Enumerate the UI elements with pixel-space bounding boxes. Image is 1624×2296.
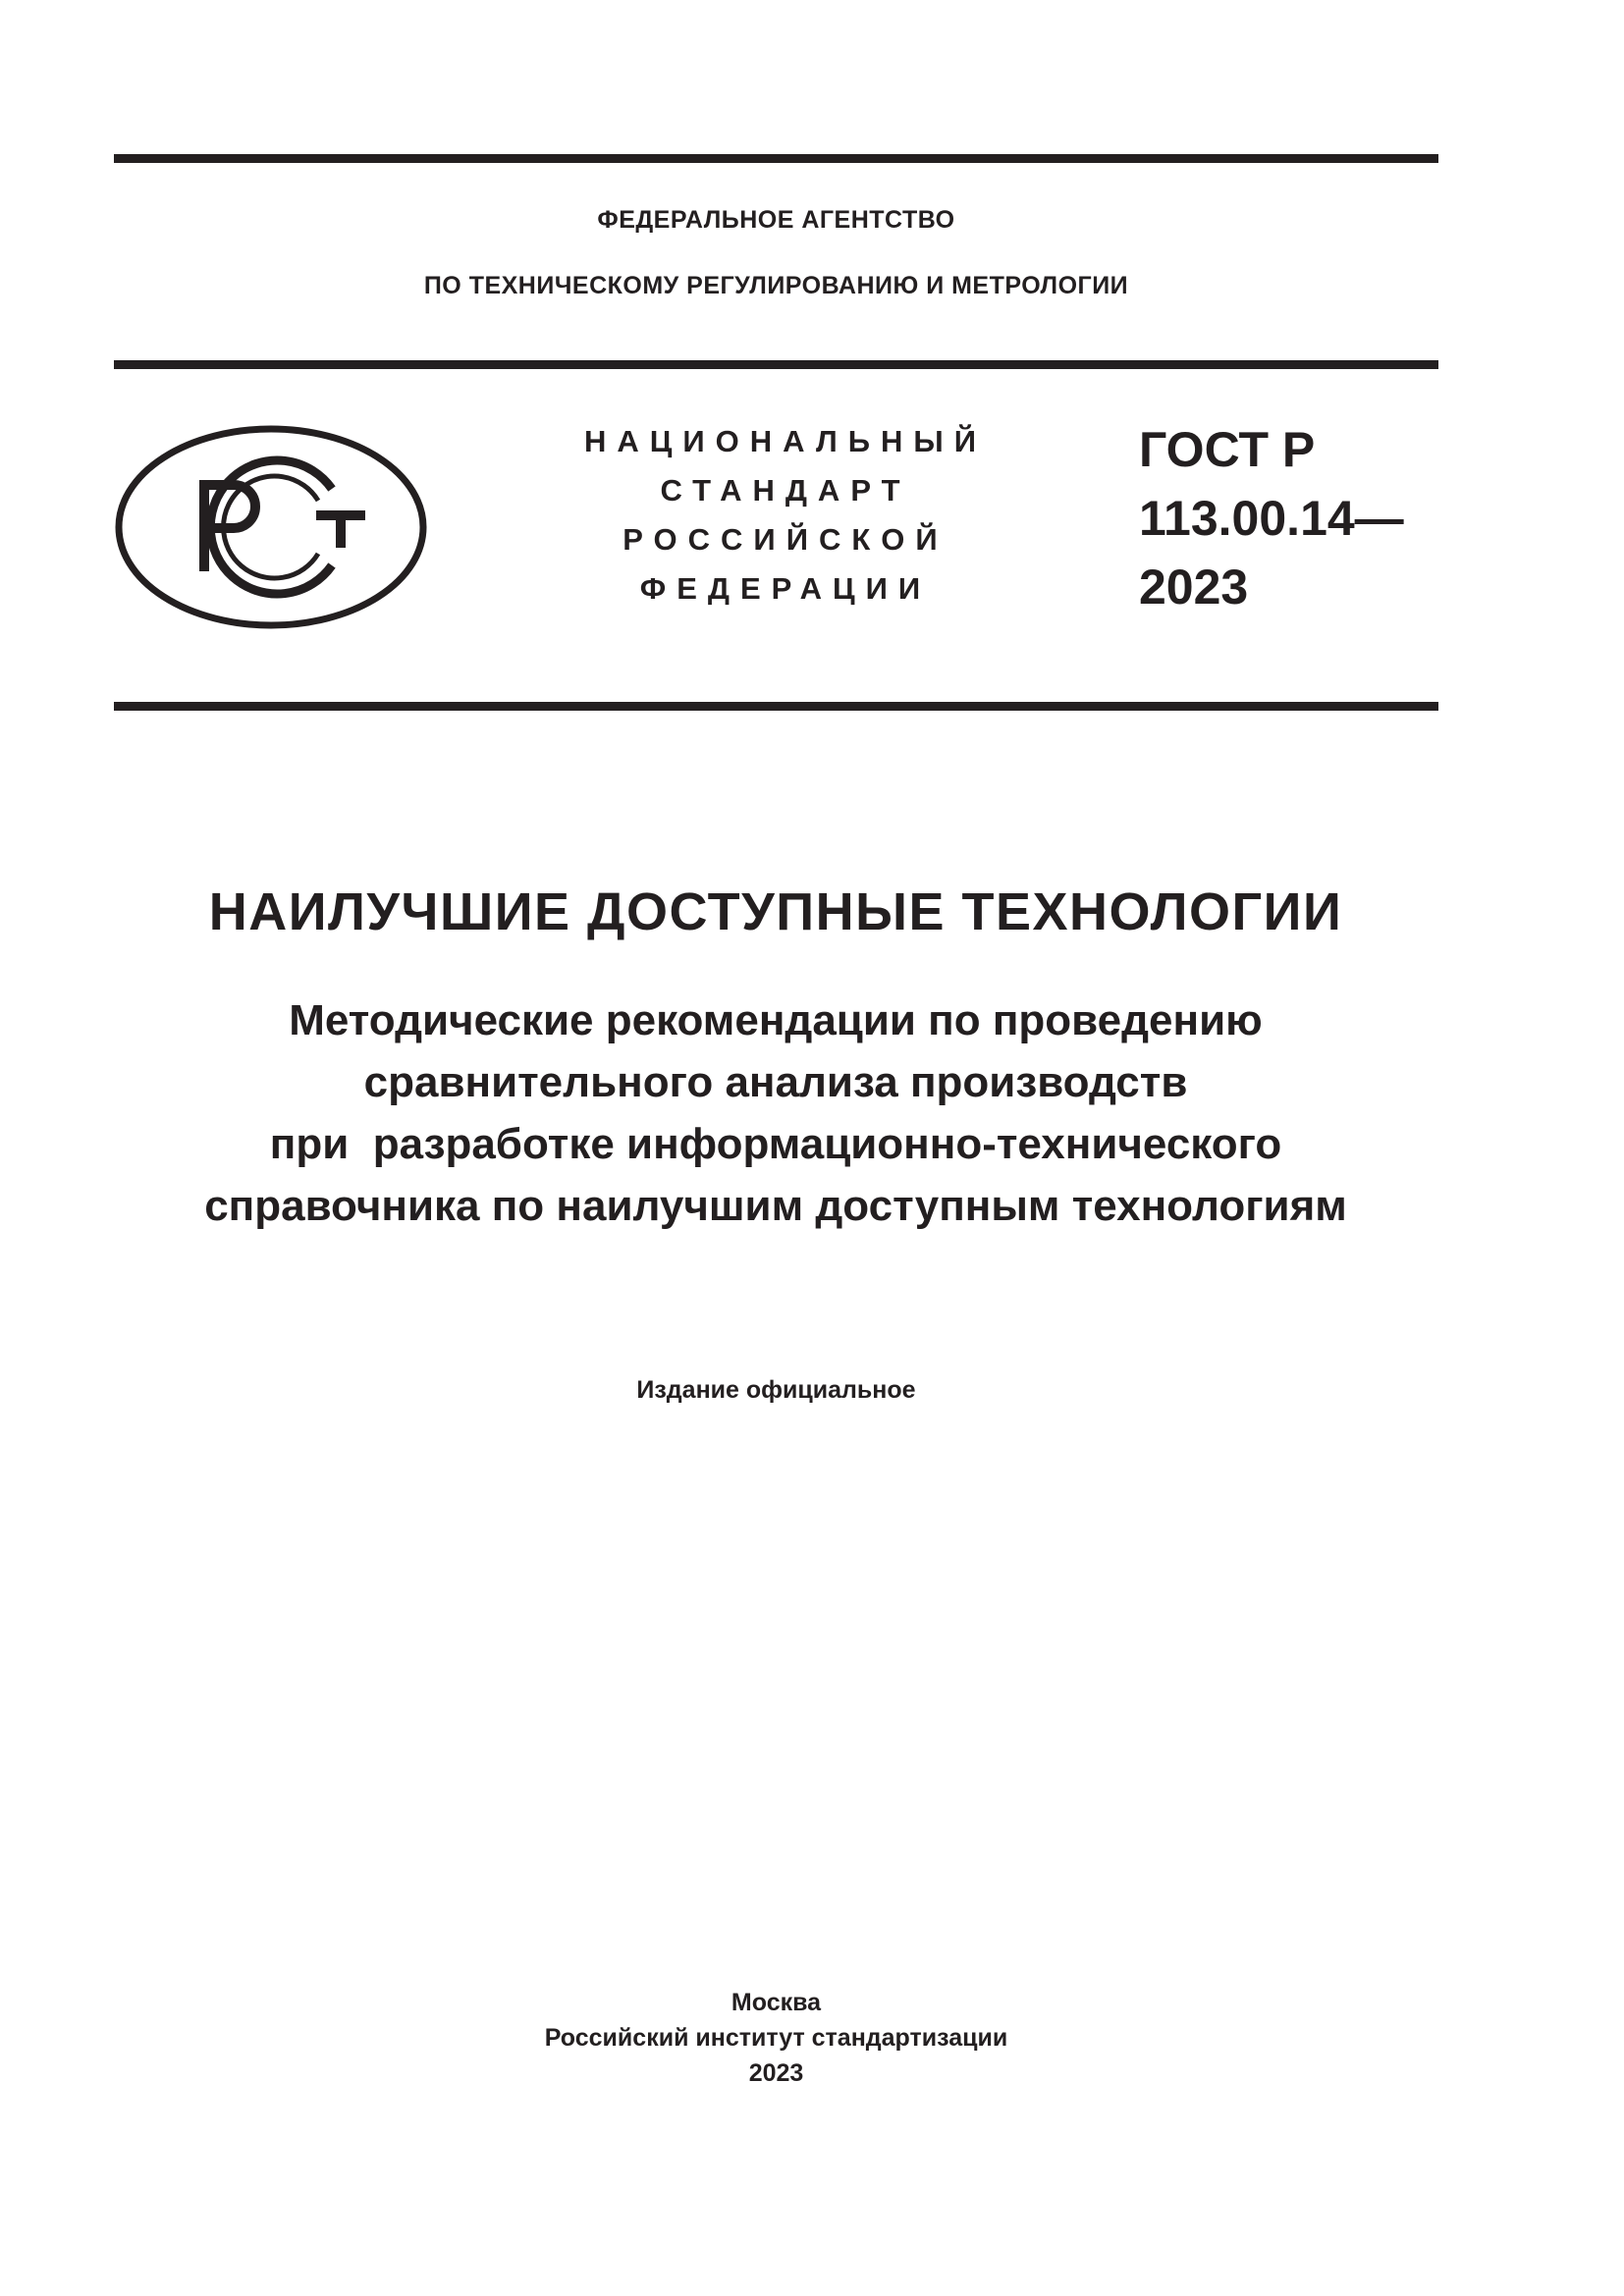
rst-certification-mark-icon [114,424,428,630]
national-standard-line-2: СТАНДАРТ [660,473,911,507]
national-standard-line-4: ФЕДЕРАЦИИ [639,571,932,606]
agency-line-1: ФЕДЕРАЛЬНОЕ АГЕНТСТВО [597,206,955,234]
imprint-publisher: Российский институт стандартизации [544,2024,1008,2052]
designation-line-3: 2023 [1139,560,1249,614]
imprint-year: 2023 [748,2059,804,2087]
national-standard-line-3: РОССИЙСКОЙ [623,522,948,557]
top-rule [114,154,1438,163]
document-subtitle [79,989,1473,1237]
edition-note: Издание официальное [636,1376,916,1404]
subtitle-line-1: Методические рекомендации по проведению [289,996,1263,1044]
subtitle-line-3: при разработке информационно-технического [269,1120,1282,1168]
national-standard-line-1: НАЦИОНАЛЬНЫЙ [583,424,988,458]
designation-line-1: ГОСТ Р [1139,422,1316,477]
subtitle-line-4: справочника по наилучшим доступным технологиям [204,1182,1347,1230]
subtitle-line-2: сравнительного анализа производств [363,1058,1188,1106]
imprint-city: Москва [731,1989,822,2016]
header-rule [114,360,1438,369]
designation-line-2: 113.00.14— [1139,491,1404,546]
agency-line-2: ПО ТЕХНИЧЕСКОМУ РЕГУЛИРОВАНИЮ И МЕТРОЛОГИИ [423,272,1129,299]
designation-rule [114,702,1438,711]
document-title: НАИЛУЧШИЕ ДОСТУПНЫЕ ТЕХНОЛОГИИ [208,882,1343,941]
